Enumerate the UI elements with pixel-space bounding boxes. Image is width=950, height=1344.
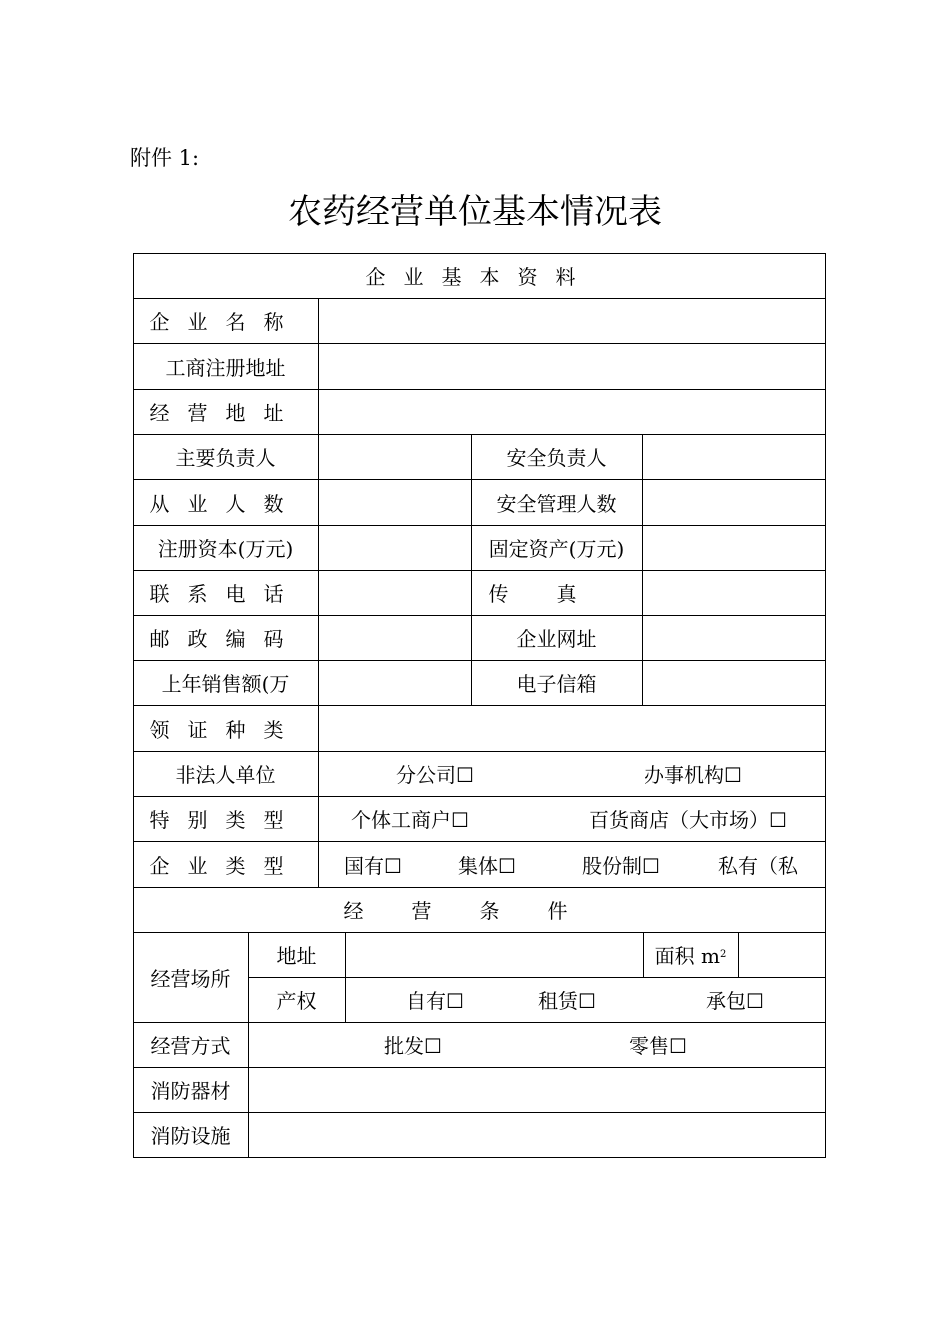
label-biz-address: 经营地址 (149, 401, 302, 425)
option-branch[interactable]: 分公司☐ (396, 763, 474, 787)
option-contracted[interactable]: 承包☐ (706, 989, 764, 1013)
label-website: 企业网址 (516, 627, 597, 651)
label-main-person: 主要负责人 (175, 446, 276, 470)
label-safety-person: 安全负责人 (506, 446, 607, 470)
label-last-sales: 上年销售额(万 (161, 672, 290, 696)
label-postcode: 邮政编码 (149, 627, 302, 651)
label-premises: 经营场所 (150, 966, 231, 991)
label-company-name: 企业名称 (149, 310, 302, 334)
label-fixed-assets: 固定资产(万元) (488, 537, 625, 561)
option-office[interactable]: 办事机构☐ (644, 763, 742, 787)
col-divider (642, 434, 643, 705)
col-divider (318, 298, 319, 887)
info-table (133, 253, 826, 1158)
label-area (643, 932, 738, 977)
label-email: 电子信箱 (516, 672, 597, 696)
label-non-legal-entity: 非法人单位 (175, 763, 276, 787)
option-state-owned[interactable]: 国有☐ (344, 853, 402, 878)
option-owned[interactable]: 自有☐ (406, 989, 464, 1013)
label-fax: 传真 (488, 582, 625, 606)
option-wholesale[interactable]: 批发☐ (384, 1034, 442, 1058)
option-collective[interactable]: 集体☐ (458, 853, 516, 878)
option-private[interactable]: 私有（私 (718, 853, 798, 878)
label-reg-address: 工商注册地址 (165, 355, 286, 380)
option-retail[interactable]: 零售☐ (629, 1034, 687, 1058)
label-reg-capital: 注册资本(万元) (157, 537, 294, 561)
option-leased[interactable]: 租赁☐ (538, 989, 596, 1013)
label-ownership: 产权 (276, 989, 317, 1013)
label-license-type: 领证种类 (149, 717, 302, 742)
label-business-mode: 经营方式 (150, 1034, 231, 1058)
section-header-conditions: 经营条件 (343, 899, 616, 923)
col-divider (738, 932, 739, 977)
option-department-store[interactable]: 百货商店（大市场）☐ (589, 808, 787, 832)
label-phone: 联系电话 (149, 582, 302, 606)
attachment-label: 附件 1: (130, 146, 200, 170)
table-border-right (825, 253, 826, 1158)
option-shareholding[interactable]: 股份制☐ (582, 853, 660, 878)
page-title: 农药经营单位基本情况表 (288, 192, 662, 232)
section-header-basic-info: 企业基本资料 (365, 265, 594, 289)
label-company-type: 企业类型 (149, 853, 302, 878)
label-special-type: 特别类型 (149, 808, 302, 832)
label-premises-address: 地址 (276, 944, 317, 968)
label-fire-equipment: 消防器材 (150, 1079, 231, 1103)
label-fire-facilities: 消防设施 (150, 1124, 231, 1148)
col-divider (345, 932, 346, 1022)
option-individual-business[interactable]: 个体工商户☐ (351, 808, 469, 832)
area-text: 面积 m (654, 944, 720, 968)
area-unit-superscript: 2 (719, 949, 727, 960)
label-employees: 从业人数 (149, 491, 302, 516)
table-border-bottom (133, 1157, 826, 1158)
label-safety-mgmt-count: 安全管理人数 (496, 491, 617, 516)
